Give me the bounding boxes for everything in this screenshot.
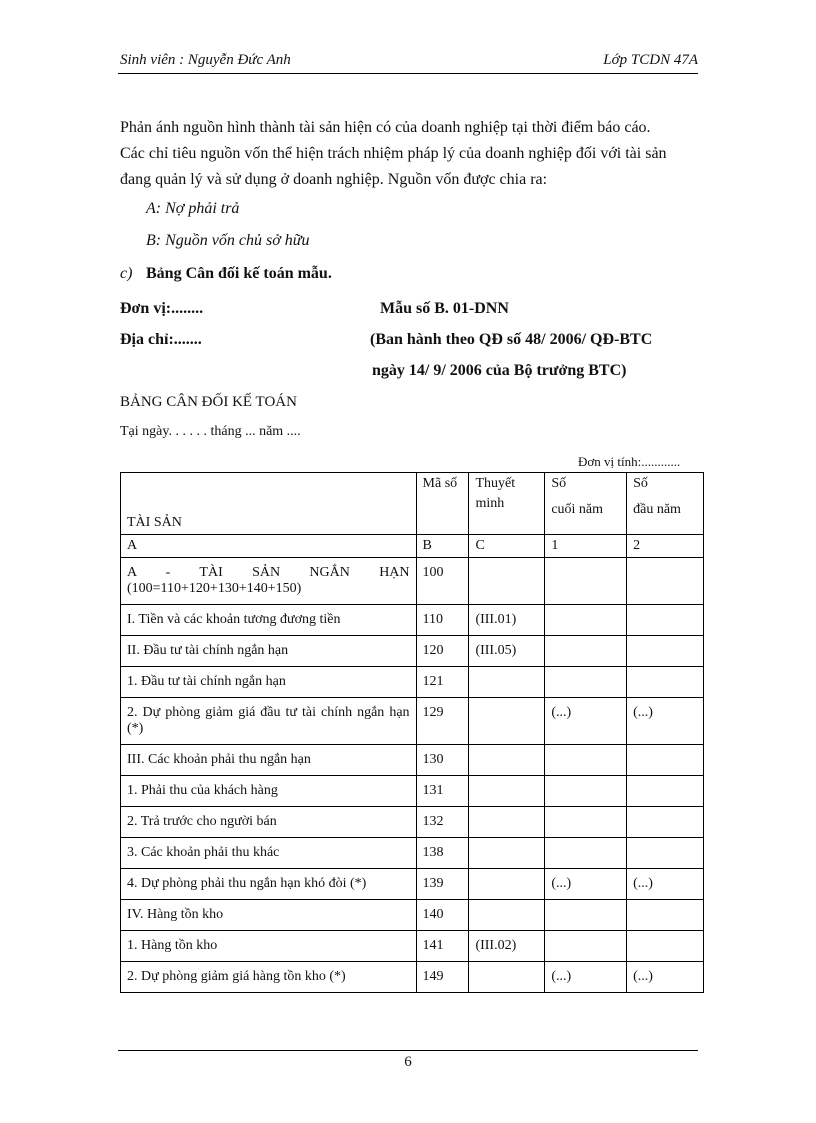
beginning-of-year-cell (627, 838, 704, 869)
table-row (121, 931, 704, 962)
beginning-of-year-cell: (...) (627, 698, 704, 745)
letter-cell: B (416, 535, 469, 558)
beginning-of-year-cell: (...) (627, 962, 704, 993)
end-of-year-cell: (...) (545, 962, 627, 993)
end-of-year-cell (545, 931, 627, 962)
beginning-of-year-cell (627, 745, 704, 776)
asset-cell: I. Tiền và các khoản tương đương tiền (121, 605, 417, 636)
header-note-line: Thuyết (475, 476, 516, 491)
unit-label: Đơn vị:........ (120, 300, 204, 317)
note-cell (469, 745, 545, 776)
beginning-of-year-cell (627, 636, 704, 667)
beginning-of-year-cell (627, 776, 704, 807)
note-cell (469, 698, 545, 745)
table-row (121, 962, 704, 993)
end-of-year-cell: (...) (545, 698, 627, 745)
beginning-of-year-cell (627, 558, 704, 605)
table-letter-row (121, 535, 704, 558)
note-cell (469, 667, 545, 698)
table-row (121, 869, 704, 900)
note-cell (469, 776, 545, 807)
page-number: 6 (404, 1054, 412, 1070)
note-cell: (III.01) (469, 605, 545, 636)
form-number: Mẫu số B. 01-DNN (380, 300, 509, 317)
asset-cell: 2. Dự phòng giảm giá đầu tư tài chính ngắn hạn (*) (121, 698, 417, 745)
intro-line: đang quản lý và sử dụng ở doanh nghiệp. Nguồn vốn được chia ra: (120, 171, 548, 188)
beginning-of-year-cell (627, 605, 704, 636)
end-of-year-cell: (...) (545, 869, 627, 900)
header-asset: TÀI SẢN (121, 473, 417, 535)
issued-line-2: ngày 14/ 9/ 2006 của Bộ trưởng BTC) (372, 362, 627, 379)
asset-cell: 1. Đầu tư tài chính ngắn hạn (121, 667, 417, 698)
beginning-of-year-cell (627, 807, 704, 838)
code-cell: 138 (416, 838, 469, 869)
table-row (121, 667, 704, 698)
asset-cell: 2. Trả trước cho người bán (121, 807, 417, 838)
asset-cell: A - TÀI SẢN NGẮN HẠN (100=110+120+130+140+150) (121, 558, 417, 605)
item-a: A: Nợ phải trả (146, 200, 240, 217)
header-begin-line: Số (633, 476, 648, 491)
balance-sheet-table (120, 472, 704, 993)
table-row (121, 698, 704, 745)
currency-unit: Đơn vị tính:............ (578, 454, 681, 469)
note-cell (469, 900, 545, 931)
asset-cell: 1. Phải thu của khách hàng (121, 776, 417, 807)
intro-line: Phản ánh nguồn hình thành tài sản hiện có của doanh nghiệp tại thời điểm báo cáo. (120, 119, 651, 136)
code-cell: 140 (416, 900, 469, 931)
table-row (121, 636, 704, 667)
table-body (121, 558, 704, 993)
table-header-row (121, 473, 704, 535)
header-note (469, 473, 545, 535)
asset-cell: 3. Các khoản phải thu khác (121, 838, 417, 869)
asset-cell: II. Đầu tư tài chính ngắn hạn (121, 636, 417, 667)
table-row (121, 605, 704, 636)
asset-cell: 4. Dự phòng phải thu ngắn hạn khó đòi (*) (121, 869, 417, 900)
end-of-year-cell (545, 807, 627, 838)
header-divider (118, 73, 698, 74)
item-b: B: Nguồn vốn chủ sở hữu (146, 232, 310, 249)
asset-cell: 2. Dự phòng giảm giá hàng tồn kho (*) (121, 962, 417, 993)
code-cell: 132 (416, 807, 469, 838)
asset-cell: III. Các khoản phải thu ngắn hạn (121, 745, 417, 776)
note-cell: (III.05) (469, 636, 545, 667)
end-of-year-cell (545, 636, 627, 667)
code-cell: 139 (416, 869, 469, 900)
note-cell (469, 807, 545, 838)
letter-cell: 2 (627, 535, 704, 558)
code-cell: 121 (416, 667, 469, 698)
code-cell: 141 (416, 931, 469, 962)
section-marker: c) (120, 265, 133, 282)
header-student: Sinh viên : Nguyễn Đức Anh (120, 52, 291, 68)
header-end-line: cuối năm (551, 502, 604, 517)
footer-divider (118, 1050, 698, 1051)
end-of-year-cell (545, 745, 627, 776)
end-of-year-cell (545, 605, 627, 636)
header-code: Mã số (416, 473, 469, 535)
code-cell: 129 (416, 698, 469, 745)
code-cell: 110 (416, 605, 469, 636)
code-cell: 100 (416, 558, 469, 605)
letter-cell: A (121, 535, 417, 558)
note-cell (469, 838, 545, 869)
end-of-year-cell (545, 558, 627, 605)
intro-line: Các chỉ tiêu nguồn vốn thể hiện trách nhiệm pháp lý của doanh nghiệp đối với tài sản (120, 145, 667, 162)
table-row (121, 807, 704, 838)
header-end-line: Số (551, 476, 567, 491)
header-end-of-year (545, 473, 627, 535)
issued-line-1: (Ban hành theo QĐ số 48/ 2006/ QĐ-BTC (370, 331, 653, 348)
header-class: Lớp TCDN 47A (603, 52, 698, 68)
note-cell: (III.02) (469, 931, 545, 962)
beginning-of-year-cell (627, 667, 704, 698)
note-cell (469, 962, 545, 993)
asset-cell: IV. Hàng tồn kho (121, 900, 417, 931)
end-of-year-cell (545, 776, 627, 807)
table-row (121, 776, 704, 807)
code-cell: 130 (416, 745, 469, 776)
beginning-of-year-cell (627, 931, 704, 962)
letter-cell: C (469, 535, 545, 558)
table-row (121, 558, 704, 605)
sheet-title: BẢNG CÂN ĐỐI KẾ TOÁN (120, 394, 297, 410)
note-cell (469, 558, 545, 605)
code-cell: 131 (416, 776, 469, 807)
intro-paragraph (120, 115, 700, 193)
table-row (121, 900, 704, 931)
end-of-year-cell (545, 900, 627, 931)
beginning-of-year-cell (627, 900, 704, 931)
header-note-line: minh (475, 496, 505, 511)
end-of-year-cell (545, 667, 627, 698)
header-beginning-of-year (627, 473, 704, 535)
section-title: Bảng Cân đối kế toán mẫu. (146, 265, 332, 282)
beginning-of-year-cell: (...) (627, 869, 704, 900)
asset-cell: 1. Hàng tồn kho (121, 931, 417, 962)
table-row (121, 838, 704, 869)
date-line: Tại ngày. . . . . . tháng ... năm .... (120, 424, 301, 439)
header-begin-line: đầu năm (633, 502, 681, 517)
letter-cell: 1 (545, 535, 627, 558)
note-cell (469, 869, 545, 900)
table-row (121, 745, 704, 776)
code-cell: 120 (416, 636, 469, 667)
code-cell: 149 (416, 962, 469, 993)
address-label: Địa chỉ:....... (120, 331, 202, 348)
end-of-year-cell (545, 838, 627, 869)
